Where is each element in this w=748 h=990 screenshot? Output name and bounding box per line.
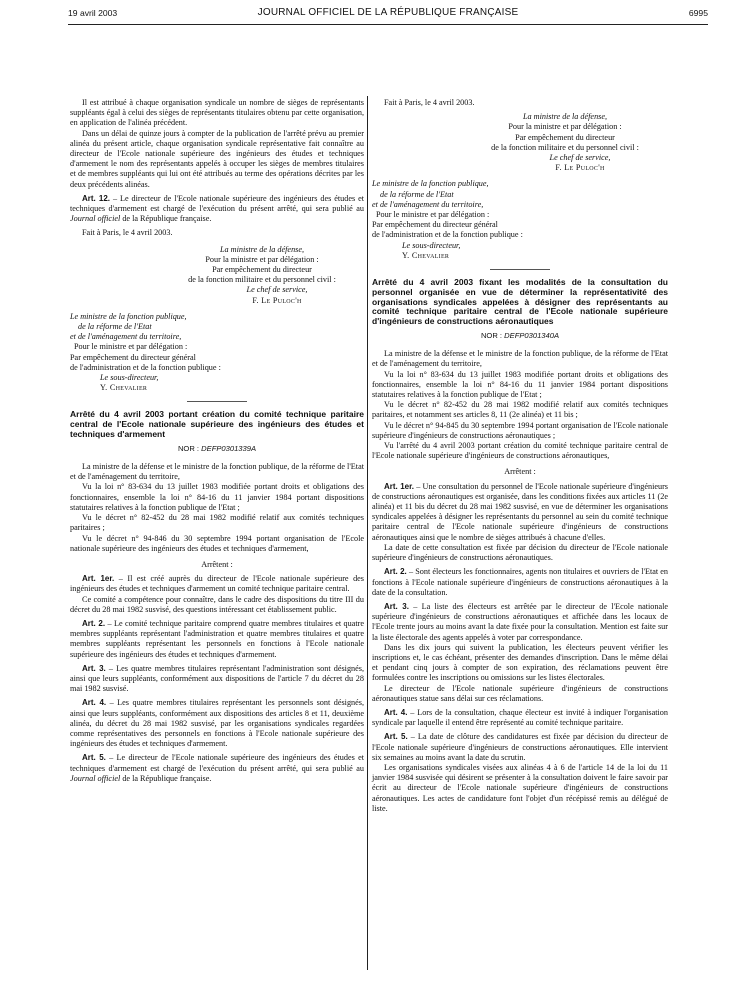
article-4: Art. 4. – Lors de la consultation, chaque électeur est invité à indiquer l'organisation syndicale par laquelle il entend être représenté au comité technique paritaire.	[372, 707, 668, 728]
paragraph: Vu le décret n° 94-846 du 30 septembre 1994 portant organisation de l'Ecole nationale supérieure des ingénieurs des études et techniques d'armement,	[70, 533, 364, 553]
paragraph: Les organisations syndicales visées aux alinéas 4 à 6 de l'article 14 de la loi du 11 janvier 1984 susvisée qui désirent se présenter à la consultation doivent le faire savoir par écrit au directeur de l'Ecole nationale supérieure d'ingénieurs de constructions aéronautiques. Les actes de candidature font l'objet d'un récépissé remis au délégué de liste.	[372, 762, 668, 813]
journal-title: JOURNAL OFFICIEL DE LA RÉPUBLIQUE FRANÇAISE	[257, 7, 519, 18]
column-separator	[367, 96, 368, 970]
paragraph: Vu le décret n° 94-845 du 30 septembre 1994 portant organisation de l'Ecole nationale supérieure d'ingénieurs de constructions aéronautiques ;	[372, 420, 668, 440]
page-number: 6995	[688, 8, 708, 18]
article-5: Art. 5. – Le directeur de l'Ecole nationale supérieure des ingénieurs des études et techniques d'armement est chargé de l'exécution du présent arrêté, qui sera publié au Journal officiel de la République française.	[70, 753, 364, 783]
decree-title: Arrêté du 4 avril 2003 fixant les modalités de la consultation du personnel organisée en vue de déterminer la représentativité des organisations syndicales appelées à désigner des représentants au comité technique paritaire central de l'Ecole nationale supérieure d'ingénieurs de constructions aéronautiques	[372, 277, 668, 327]
paragraph: Vu l'arrêté du 4 avril 2003 portant création du comité technique paritaire central de l'Ecole nationale supérieure d'ingénieurs de constructions aéronautiques,	[372, 441, 668, 461]
article-3: Art. 3. – La liste des électeurs est arrêtée par le directeur de l'Ecole nationale supérieure d'ingénieurs de constructions aéronautiques et affichée dans les locaux de l'Ecole trente jours au moins avant la date fixée pour la consultation. Mention est faite sur la liste électorale des agents appelés à voter par correspondance.	[372, 601, 668, 642]
signature-block: La ministre de la défense, Pour la ministre et par délégation : Par empêchement du directeur de la fonction militaire et du personnel civil : Le chef de service, F. Le Puloc'h	[188, 244, 336, 305]
signature-block: Le ministre de la fonction publique, de la réforme de l'Etat et de l'aménagement du territoire, Pour le ministre et par délégation : Par empêchement du directeur général de l'administration et de la fonction publique : Le sous-directeur, Y. Chevalier	[372, 179, 523, 260]
paragraph: Ce comité a compétence pour connaître, dans le cadre des dispositions du titre III du décret du 28 mai 1982 susvisé, des questions intéressant cet établissement public.	[70, 594, 364, 614]
paragraph: Dans un délai de quinze jours à compter de la publication de l'arrêté prévu au premier alinéa du présent article, chaque organisation syndicale représentative fait connaître au directeur de l'Ecole nationale supérieure des ingénieurs des études et techniques d'armement le nom des représentants appelés à occuper les sièges de membres titulaires et de membres suppléants qui lui ont été attribués au terme des opérations décrites par les deux précédents alinéas.	[70, 128, 364, 189]
paragraph: La ministre de la défense et le ministre de la fonction publique, de la réforme de l'Etat et de l'aménagement du territoire,	[372, 349, 668, 369]
paragraph: La ministre de la défense et le ministre de la fonction publique, de la réforme de l'Etat et de l'aménagement du territoire,	[70, 462, 364, 482]
paragraph: Vu la loi n° 83-634 du 13 juillet 1983 modifiée portant droits et obligations des fonctionnaires, ensemble la loi n° 84-16 du 11 janvier 1984 portant dispositions statutaires relatives à la fonction publique de l'Etat ;	[70, 482, 364, 512]
paragraph: La date de cette consultation est fixée par décision du directeur de l'Ecole nationale supérieure d'ingénieurs de constructions aéronautiques.	[372, 542, 668, 563]
separator-rule	[490, 269, 550, 270]
article-3: Art. 3. – Les quatre membres titulaires représentant l'administration sont désignés, ainsi que leurs suppléants, conformément aux dispositions de l'article 7 du décret du 28 mai 1982 susvisé.	[70, 663, 364, 694]
signature-block: Le ministre de la fonction publique, de la réforme de l'Etat et de l'aménagement du territoire, Pour le ministre et par délégation : Par empêchement du directeur général de l'administration et de la fonction publique : Le sous-directeur, Y. Chevalier	[70, 311, 221, 393]
decree-title: Arrêté du 4 avril 2003 portant création du comité technique paritaire central de l'Ecole nationale supérieure des ingénieurs des études et techniques d'armement	[70, 409, 364, 440]
paragraph: Vu le décret n° 82-452 du 28 mai 1982 modifié relatif aux comités techniques paritaires ;	[70, 513, 364, 533]
left-column	[70, 98, 364, 784]
article-12: Art. 12. – Le directeur de l'Ecole nationale supérieure des ingénieurs des études et techniques d'armement est chargé de l'exécution du présent arrêté, qui sera publié au Journal officiel de la République française.	[70, 193, 364, 224]
article-label: Art. 12.	[82, 193, 111, 203]
arretent-heading: Arrêtent :	[504, 467, 536, 477]
arretent-heading: Arrêtent :	[201, 559, 233, 569]
header-date: 19 avril 2003	[68, 8, 118, 18]
article-1: Art. 1er. – Une consultation du personnel de l'Ecole nationale supérieure d'ingénieurs de constructions aéronautiques est organisée, dans les conditions fixées aux articles 11 (2e alinéa) et 11 bis du décret du 28 mai 1982 susvisé, en vue de déterminer les organisations syndicales appelées à désigner les représentants du personnel au sein du comité technique paritaire central de l'Ecole nationale supérieure d'ingénieurs de constructions aéronautiques ainsi que le nombre de sièges attribués à chacune d'elles.	[372, 481, 668, 542]
nor-reference: NOR : DEFP0301340A	[480, 331, 560, 341]
article-5: Art. 5. – La date de clôture des candidatures est fixée par décision du directeur de l'Ecole nationale supérieure d'ingénieurs de constructions aéronautiques. Elle intervient six semaines au moins avant la date du scrutin.	[372, 732, 668, 762]
article-2: Art. 2. – Sont électeurs les fonctionnaires, agents non titulaires et ouvriers de l'Etat en fonctions à l'Ecole nationale supérieure d'ingénieurs de constructions aéronautiques à la date de la consultation.	[372, 567, 669, 597]
separator-rule	[187, 401, 247, 402]
paragraph: Il est attribué à chaque organisation syndicale un nombre de sièges de représentants suppléants égal à celui des sièges de représentants titulaires obtenu par cette organisation, en application de l'alinéa précédent.	[70, 98, 364, 128]
signature-block: La ministre de la défense, Pour la ministre et par délégation : Par empêchement du directeur de la fonction militaire et du personnel civil : Le chef de service, F. Le Puloc'h	[491, 112, 639, 173]
article-2: Art. 2. – Le comité technique paritaire comprend quatre membres titulaires et quatre membres suppléants représentant l'administration et quatre membres titulaires et quatre membres suppléants représentant les personnels en fonctions à l'Ecole nationale supérieure des ingénieurs des études et techniques d'armement.	[70, 618, 364, 659]
page-header	[68, 6, 708, 22]
article-4: Art. 4. – Les quatre membres titulaires représentant les personnels sont désignés, ainsi que leurs suppléants, conformément aux dispositions des articles 8 et 11, deuxième alinéa, du décret du 28 mai 1982 susvisé, par les organisations syndicales regardées comme représentatives des personnels en fonctions à l'Ecole nationale supérieure des ingénieurs des études et techniques d'armement.	[70, 698, 364, 749]
paragraph: Vu le décret n° 82-452 du 28 mai 1982 modifié relatif aux comités techniques paritaires, et notamment ses articles 8, 11 (2e alinéa) et 11 bis ;	[372, 400, 668, 420]
paragraph: Vu la loi n° 83-634 du 13 juillet 1983 modifiée portant droits et obligations des fonctionnaires, ensemble la loi n° 84-16 du 11 janvier 1984 portant dispositions statutaires relatives à la fonction publique de l'Etat ;	[372, 369, 668, 400]
nor-reference: NOR : DEFP0301339A	[177, 443, 257, 453]
article-1: Art. 1er. – Il est créé auprès du directeur de l'Ecole nationale supérieure des ingénieurs des études et techniques d'armement un comité technique paritaire central.	[70, 574, 364, 594]
paragraph: Le directeur de l'Ecole nationale supérieure d'ingénieurs de constructions aéronautiques statue sans délai sur ces réclamations.	[372, 683, 668, 703]
signature-date: Fait à Paris, le 4 avril 2003.	[82, 228, 173, 238]
header-rule	[68, 24, 708, 25]
right-column	[372, 98, 668, 814]
signature-date: Fait à Paris, le 4 avril 2003.	[384, 98, 475, 107]
paragraph: Dans les dix jours qui suivent la publication, les électeurs peuvent vérifier les inscriptions et, le cas échéant, présenter des demandes d'inscription. Dans le même délai et pendant cinq jours à compter de son expiration, des réclamations peuvent être formulées contre les inscriptions ou omissions sur les listes électorales.	[372, 642, 668, 683]
